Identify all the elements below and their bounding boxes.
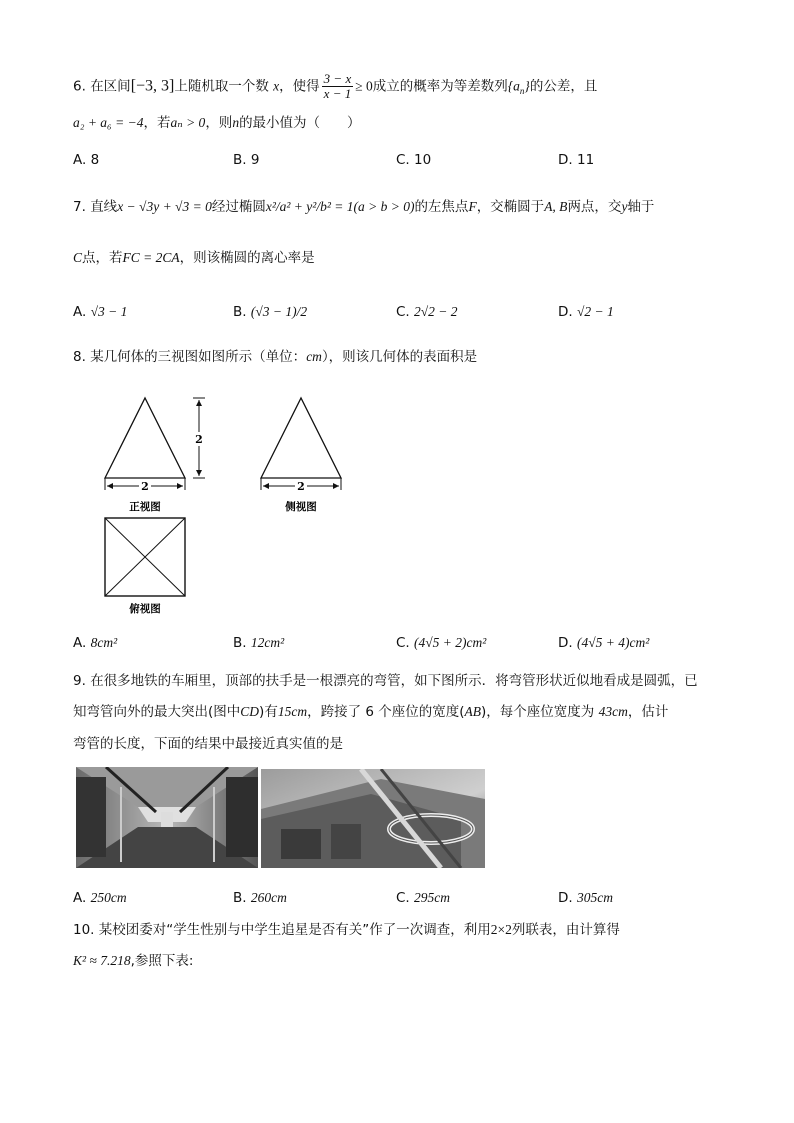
q9-line1: 9. 在很多地铁的车厢里，顶部的扶手是一根漂亮的弯管，如下图所示．将弯管形状近似地看成是圆弧，已 xyxy=(73,673,698,689)
q8-option-b[interactable]: B. 12cm² xyxy=(233,635,285,651)
q8-line1: 8. 某几何体的三视图如图所示（单位：cm），则该几何体的表面积是 xyxy=(73,349,478,365)
subway-photo-left xyxy=(76,767,258,868)
q6-line1: 6. 在区间[−3, 3]上随机取一个数 x，使得 $\frac{3 - x}{x - 1}$ ≥ 0成立的概率为等差数列$\{a_n\}$的公差，且 xyxy=(73,71,598,101)
q6-option-b[interactable]: B. 9 xyxy=(233,152,260,168)
q7-option-d[interactable]: D. √2 − 1 xyxy=(558,304,614,320)
q8-number: 8. xyxy=(73,349,86,365)
q6-fraction: $\frac{3 - x}{x - 1}$ xyxy=(323,71,352,101)
q9-number: 9. xyxy=(73,673,86,689)
q6-option-c[interactable]: C. 10 xyxy=(396,152,432,168)
side-width-label: 2 xyxy=(297,480,305,493)
q9-line2: 知弯管向外的最大突出(图中CD)有15cm，跨接了 6 个座位的宽度(AB)，每个座位宽度为 43cm，估计 xyxy=(73,704,669,720)
q6-number: 6. xyxy=(73,78,86,95)
q7-number: 7. xyxy=(73,199,86,215)
q9-line3: 弯管的长度，下面的结果中最接近真实值的是 xyxy=(73,736,343,752)
q8-option-a[interactable]: A. 8cm² xyxy=(73,635,118,651)
q7-line1: 7. 直线x − √3y + √3 = 0经过椭圆x²/a² + y²/b² = 1(a > b > 0)的左焦点F，交椭圆于A, B两点，交y轴于 xyxy=(73,199,655,215)
q9-option-b[interactable]: B. 260cm xyxy=(233,890,287,906)
side-view-label: 侧视图 xyxy=(285,501,317,513)
q7-line2: C点，若FC = 2CA，则该椭圆的离心率是 xyxy=(73,250,315,266)
subway-photo-right xyxy=(261,769,485,868)
q10-line1: 10. 某校团委对“学生性别与中学生追星是否有关”作了一次调查，利用2×2列联表，由计算得 xyxy=(73,922,620,938)
q6-option-d[interactable]: D. 11 xyxy=(558,152,595,168)
q6-line2: a₂ + a₆ = −4，若aₙ > 0，则n的最小值为（ ） xyxy=(73,115,361,131)
q6-option-a[interactable]: A. 8 xyxy=(73,152,100,168)
three-view-diagram xyxy=(95,390,355,620)
front-view-triangle xyxy=(105,398,185,478)
q7-option-c[interactable]: C. 2√2 − 2 xyxy=(396,304,458,320)
q8-option-c[interactable]: C. (4√5 + 2)cm² xyxy=(396,635,487,651)
front-height-label: 2 xyxy=(195,433,203,446)
q9-option-c[interactable]: C. 295cm xyxy=(396,890,451,906)
q8-option-d[interactable]: D. (4√5 + 4)cm² xyxy=(558,635,650,651)
side-view-triangle xyxy=(261,398,341,478)
q9-option-a[interactable]: A. 250cm xyxy=(73,890,127,906)
front-width-label: 2 xyxy=(141,480,149,493)
q10-line2: K² ≈ 7.218,参照下表: xyxy=(73,953,194,969)
front-view-label: 正视图 xyxy=(129,501,161,513)
q7-option-b[interactable]: B. (√3 − 1)/2 xyxy=(233,304,308,320)
q7-option-a[interactable]: A. √3 − 1 xyxy=(73,304,128,320)
q10-number: 10. xyxy=(73,922,95,938)
q9-option-d[interactable]: D. 305cm xyxy=(558,890,613,906)
top-view-label: 俯视图 xyxy=(129,603,161,615)
